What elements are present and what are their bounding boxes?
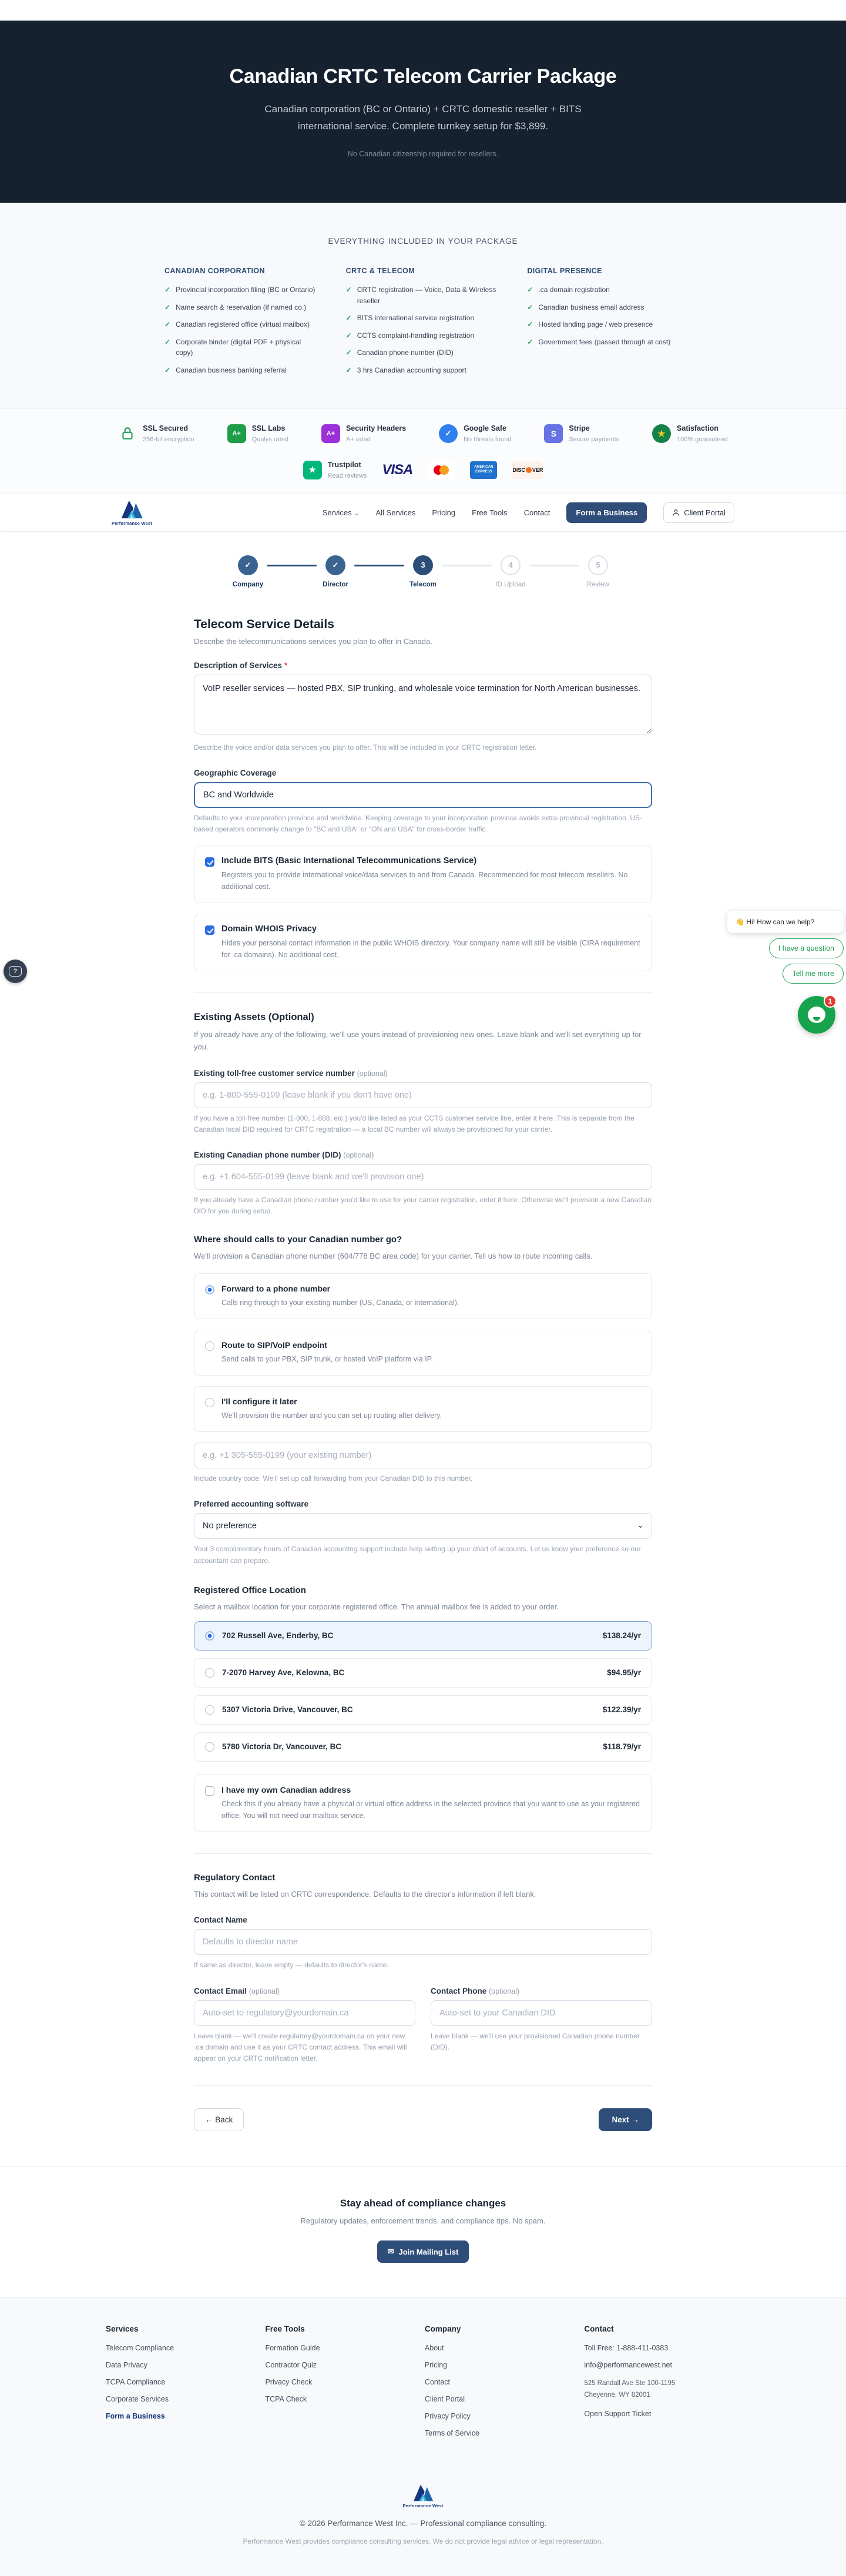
- form-subtitle: Describe the telecommunications services you plan to offer in Canada.: [194, 636, 432, 646]
- chat-unread-badge: 1: [824, 995, 837, 1008]
- own-address-checkbox-card[interactable]: I have my own Canadian address Check this if you already have a physical or virtual office address in the selected province that you want to use as your registered office. You will not need our mailbox service.: [194, 1775, 652, 1832]
- footer-link[interactable]: Contact: [424, 2378, 451, 2387]
- form-a-business-button[interactable]: Form a Business: [566, 502, 647, 523]
- visa-logo: VISA: [382, 461, 413, 478]
- tollfree-input[interactable]: [194, 1082, 652, 1108]
- select-chevron-icon: ⌄: [637, 1520, 644, 1530]
- question-icon: ?: [9, 966, 22, 977]
- coverage-label: Geographic Coverage: [194, 768, 277, 777]
- routing-subtitle: We'll provision a Canadian phone number (604/778 BC area code) for your carrier. Tell us how to route incoming calls.: [194, 1252, 593, 1261]
- trustpilot-badge[interactable]: ★ Trustpilot Read reviews: [303, 459, 367, 481]
- radio-selected-icon[interactable]: [205, 1631, 214, 1641]
- step-telecom[interactable]: 3 Telecom: [404, 555, 442, 588]
- trust-badge-security-headers: A+ Security Headers A+ rated: [321, 423, 406, 444]
- trust-badge-google-safe: ✓ Google Safe No threats found: [439, 423, 511, 444]
- check-icon: ✓: [345, 331, 352, 340]
- accounting-label: Preferred accounting software: [194, 1500, 309, 1509]
- office-option-victoria-drive[interactable]: 5307 Victoria Drive, Vancouver, BC $122.39/yr: [194, 1695, 652, 1725]
- office-option-enderby[interactable]: 702 Russell Ave, Enderby, BC $138.24/yr: [194, 1621, 652, 1651]
- footer-phone[interactable]: Toll Free: 1-888-411-0383: [584, 2344, 669, 2353]
- newsletter-subtitle: Regulatory updates, enforcement trends, and compliance tips. No spam.: [300, 2216, 546, 2226]
- check-icon: ✓: [527, 337, 533, 346]
- amex-logo: AMERICAN EXPRESS: [470, 461, 497, 479]
- included-item: ✓ Government fees (passed through at cost): [527, 337, 682, 348]
- chat-greeting-bubble: 👋 Hi! How can we help?: [727, 911, 844, 933]
- mountain-logo-icon: [411, 2483, 435, 2503]
- radio-icon[interactable]: [205, 1705, 214, 1715]
- included-item: ✓ CRTC registration — Voice, Data & Wireless reseller: [346, 284, 501, 306]
- mastercard-logo: [428, 461, 455, 479]
- step-connector: [354, 565, 404, 566]
- check-icon: ✓: [527, 286, 533, 294]
- included-item: ✓ Provincial incorporation filing (BC or Ontario): [164, 284, 319, 296]
- check-icon: ✓: [164, 303, 171, 311]
- join-mailing-list-button[interactable]: ✉ Join Mailing List: [377, 2240, 469, 2263]
- form-title: Telecom Service Details: [194, 617, 334, 631]
- contact-email-helper: Leave blank — we'll create regulatory@yourdomain.ca on your new .ca domain and use it as your CRTC contact address. This email will appear on your CRTC notification letter.: [194, 2031, 407, 2062]
- nav-free-tools[interactable]: Free Tools: [472, 508, 508, 517]
- check-icon: ✓: [345, 365, 352, 374]
- star-icon: ★: [652, 424, 671, 443]
- existing-assets-subtitle: If you already have any of the following, we'll use yours instead of provisioning new ones. Leave blank and we'll set everything up for you.: [194, 1030, 642, 1051]
- accounting-helper: Your 3 complimentary hours of Canadian accounting support include help setting up your chart of accounts. Let us know your preference so our accountant can prepare.: [194, 1545, 641, 1565]
- routing-option-sip[interactable]: Route to SIP/VoIP endpoint Send calls to your PBX, SIP trunk, or hosted VoIP platform via IP.: [194, 1330, 652, 1376]
- trust-badge-stripe: S Stripe Secure payments: [544, 423, 619, 444]
- brand-name: Performance West: [112, 521, 152, 526]
- office-price: $122.39/yr: [602, 1705, 641, 1715]
- help-button[interactable]: [4, 960, 27, 983]
- brand-logo[interactable]: [112, 499, 152, 526]
- contact-name-helper: If same as director, leave empty — defaults to director's name.: [194, 1961, 389, 1970]
- chat-widget: [720, 911, 844, 1034]
- tollfree-helper: If you have a toll-free number (1-800, 1-888, etc.) you'd like listed as your CCTS customer service line, enter it here. This is separate from the Canadian local DID required for CRTC registration — a local BC number will always be provisioned for your carrier.: [194, 1113, 634, 1133]
- routing-option-forward[interactable]: Forward to a phone number Calls ring through to your existing number (US, Canada, or international).: [194, 1273, 652, 1319]
- footer-column-free-tools: Free Tools Formation Guide Contractor Quiz Privacy Check TCPA Check: [265, 2325, 407, 2446]
- radio-icon[interactable]: [205, 1398, 214, 1407]
- chat-option-more[interactable]: Tell me more: [783, 964, 844, 984]
- check-circle-icon: ✓: [439, 424, 458, 443]
- copyright: © 2026 Performance West Inc. — Professional compliance consulting.: [299, 2518, 547, 2528]
- footer-link[interactable]: Formation Guide: [265, 2344, 320, 2353]
- next-arrow-icon: →: [631, 2115, 639, 2125]
- contact-name-label: Contact Name: [194, 1916, 247, 1925]
- newsletter-title: Stay ahead of compliance changes: [340, 2198, 506, 2209]
- whois-checkbox-card[interactable]: Domain WHOIS Privacy Hides your personal contact information in the public WHOIS directory. Your company name will still be visible (CIRA requirement for .ca domains). No additional cost.: [194, 914, 652, 971]
- check-icon: ✓: [164, 320, 171, 329]
- whois-checkbox[interactable]: [205, 925, 214, 935]
- office-subtitle: Select a mailbox location for your corporate registered office. The annual mailbox fee is added to your order.: [194, 1602, 559, 1611]
- check-icon: ✓: [164, 337, 171, 346]
- included-item: ✓ 3 hrs Canadian accounting support: [346, 365, 501, 376]
- trustpilot-star-icon: ★: [303, 461, 322, 479]
- footer-link[interactable]: Privacy Check: [265, 2378, 313, 2387]
- footer-link[interactable]: About: [424, 2344, 444, 2353]
- footer-link[interactable]: Pricing: [424, 2361, 448, 2370]
- included-column-digital: [527, 267, 682, 383]
- footer-link[interactable]: Privacy Policy: [424, 2412, 471, 2421]
- own-address-checkbox[interactable]: [205, 1786, 214, 1796]
- included-item: ✓ Canadian phone number (DID): [346, 347, 501, 358]
- description-label: Description of Services *: [194, 660, 288, 670]
- included-item: ✓ Canadian registered office (virtual mailbox): [164, 319, 319, 330]
- existing-assets-title: Existing Assets (Optional): [194, 1012, 314, 1023]
- description-textarea[interactable]: [194, 675, 652, 734]
- chat-option-question[interactable]: I have a question: [769, 938, 844, 958]
- included-item: ✓ .ca domain registration: [527, 284, 682, 296]
- footer-link-form-a-business[interactable]: Form a Business: [106, 2412, 165, 2421]
- footer-address: 525 Randall Ave Ste 100-1195 Cheyenne, WY 82001: [584, 2380, 676, 2399]
- radio-icon[interactable]: [205, 1742, 214, 1752]
- coverage-helper: Defaults to your incorporation province and worldwide. Keeping coverage to your incorporation province avoids extra-provincial registration. US-based operators commonly change to "BC and USA" or "ON and USA" for cross-border traffic.: [194, 813, 643, 833]
- footer-brand-logo: [403, 2483, 444, 2508]
- step-director[interactable]: ✓ Director: [317, 555, 354, 588]
- check-icon: ✓: [164, 286, 171, 294]
- included-heading: EVERYTHING INCLUDED IN YOUR PACKAGE: [328, 237, 518, 246]
- office-price: $118.79/yr: [603, 1742, 641, 1752]
- footer-column-services: Services Telecom Compliance Data Privacy TCPA Compliance Corporate Services Form a Business: [106, 2325, 247, 2446]
- accounting-select[interactable]: [194, 1513, 652, 1539]
- section-divider: [194, 2085, 652, 2086]
- tollfree-label: Existing toll-free customer service number (optional): [194, 1068, 388, 1078]
- trust-badge-satisfaction: ★ Satisfaction 100% guaranteed: [652, 423, 728, 444]
- forward-number-helper: Include country code. We'll set up call forwarding from your Canadian DID to this number.: [194, 1474, 473, 1483]
- trust-badge-ssllabs: A+ SSL Labs Qualys rated: [227, 423, 288, 444]
- footer-bottom: [106, 2464, 740, 2576]
- included-column-crtc: [346, 267, 501, 383]
- disclaimer: Performance West provides compliance consulting services. We do not provide legal advice or legal representation.: [243, 2537, 603, 2545]
- navbar: [0, 494, 846, 532]
- discover-logo: DISC VER: [512, 461, 543, 479]
- footer-link[interactable]: Contractor Quiz: [265, 2361, 317, 2370]
- contact-phone-label: Contact Phone (optional): [431, 1986, 520, 1995]
- hero-banner: [0, 21, 846, 203]
- step-review[interactable]: 5 Review: [579, 555, 617, 588]
- office-option-kelowna[interactable]: 7-2070 Harvey Ave, Kelowna, BC $94.95/yr: [194, 1658, 652, 1688]
- footer-brand-name: Performance West: [402, 2503, 444, 2509]
- chevron-down-icon: ⌄: [354, 509, 360, 517]
- footer-support-ticket-link[interactable]: Open Support Ticket: [584, 2410, 652, 2419]
- grade-a-plus-icon: A+: [321, 424, 340, 443]
- check-icon: ✓: [527, 303, 533, 311]
- office-price: $138.24/yr: [602, 1631, 641, 1641]
- step-company[interactable]: ✓ Company: [229, 555, 267, 588]
- routing-title: Where should calls to your Canadian number go?: [194, 1235, 402, 1245]
- included-item: ✓ Name search & reservation (if named co.): [164, 302, 319, 313]
- included-column-title: CANADIAN CORPORATION: [164, 267, 265, 275]
- back-arrow-icon: ←: [205, 2115, 213, 2125]
- footer-column-company: Company About Pricing Contact Client Portal Privacy Policy Terms of Service: [425, 2325, 566, 2446]
- footer: [0, 2297, 846, 2576]
- contact-email-input[interactable]: [194, 2000, 415, 2026]
- nav-all-services[interactable]: All Services: [375, 508, 416, 517]
- regulatory-subtitle: This contact will be listed on CRTC correspondence. Defaults to the director's information if left blank.: [194, 1889, 536, 1899]
- contact-phone-input[interactable]: [431, 2000, 652, 2026]
- office-price: $94.95/yr: [607, 1668, 641, 1678]
- section-divider: [194, 992, 652, 993]
- included-item: ✓ BITS international service registration: [346, 313, 501, 324]
- contact-phone-helper: Leave blank — we'll use your provisioned Canadian phone number (DID).: [431, 2031, 640, 2051]
- included-item: ✓ Canadian business banking referral: [164, 365, 319, 376]
- step-check-icon: ✓: [238, 555, 258, 575]
- trust-badge-ssl: SSL Secured 256-bit encryption: [118, 423, 194, 444]
- next-button[interactable]: Next →: [599, 2108, 652, 2131]
- included-item: ✓ Canadian business email address: [527, 302, 682, 313]
- required-asterisk: *: [284, 660, 288, 670]
- included-item: ✓ Hosted landing page / web presence: [527, 319, 682, 330]
- step-connector: [442, 565, 492, 566]
- lock-icon: [118, 424, 137, 443]
- footer-link[interactable]: TCPA Compliance: [106, 2378, 166, 2387]
- chat-launcher-button[interactable]: [798, 996, 835, 1034]
- did-input[interactable]: [194, 1164, 652, 1190]
- step-check-icon: ✓: [325, 555, 345, 575]
- step-connector: [529, 565, 579, 566]
- office-title: Registered Office Location: [194, 1585, 306, 1595]
- included-column-title: DIGITAL PRESENCE: [527, 267, 602, 275]
- included-column-title: CRTC & TELECOM: [345, 267, 415, 275]
- footer-email[interactable]: info@performancewest.net: [584, 2361, 672, 2370]
- envelope-icon: ✉: [387, 2247, 394, 2256]
- step-id-upload[interactable]: 4 ID Upload: [492, 555, 529, 588]
- page-title: Canadian CRTC Telecom Carrier Package: [229, 65, 617, 88]
- nav-services[interactable]: Services ⌄: [322, 508, 360, 517]
- section-divider: [194, 1853, 652, 1854]
- radio-icon[interactable]: [205, 1341, 214, 1351]
- check-icon: ✓: [345, 348, 352, 357]
- check-icon: ✓: [527, 320, 533, 329]
- footer-column-contact: Contact Toll Free: 1-888-411-0383 info@performancewest.net 525 Randall Ave Ste 100-1195 Cheyenne, WY 82001 Open Support Ticket: [584, 2325, 740, 2446]
- bits-checkbox[interactable]: [205, 857, 214, 867]
- step-number: 3: [413, 555, 433, 575]
- included-item: ✓ Corporate binder (digital PDF + physical copy): [164, 337, 319, 358]
- newsletter-section: [0, 2166, 846, 2297]
- description-helper: Describe the voice and/or data services you plan to offer. This will be included in your CRTC registration letter.: [194, 743, 537, 752]
- hero-note: No Canadian citizenship required for resellers.: [347, 150, 499, 159]
- radio-icon[interactable]: [205, 1668, 214, 1678]
- forward-number-input[interactable]: [194, 1443, 652, 1468]
- coverage-input[interactable]: [194, 782, 652, 808]
- step-connector: [267, 565, 317, 566]
- check-icon: ✓: [345, 314, 352, 323]
- nav-contact[interactable]: Contact: [523, 508, 550, 517]
- footer-link[interactable]: Client Portal: [424, 2395, 465, 2404]
- included-item: ✓ CCTS complaint-handling registration: [346, 330, 501, 341]
- regulatory-title: Regulatory Contact: [194, 1872, 276, 1883]
- back-button[interactable]: ← Back: [194, 2108, 244, 2131]
- telecom-form: [194, 618, 652, 2136]
- mountain-logo-icon: [119, 499, 145, 520]
- check-icon: ✓: [164, 365, 171, 374]
- routing-option-later[interactable]: I'll configure it later We'll provision the number and you can set up routing after delivery.: [194, 1386, 652, 1432]
- footer-link[interactable]: Terms of Service: [424, 2429, 480, 2438]
- grade-a-plus-icon: A+: [227, 424, 246, 443]
- bits-checkbox-card[interactable]: Include BITS (Basic International Telecommunications Service) Registers you to provide international voice/data services to and from Canada. Recommended for most telecom resellers. No additional cost.: [194, 846, 652, 903]
- footer-link[interactable]: Data Privacy: [106, 2361, 147, 2370]
- footer-link[interactable]: Telecom Compliance: [106, 2344, 174, 2353]
- radio-selected-icon[interactable]: [205, 1285, 214, 1294]
- office-option-victoria-dr[interactable]: 5780 Victoria Dr, Vancouver, BC $118.79/yr: [194, 1732, 652, 1762]
- footer-link[interactable]: Corporate Services: [106, 2395, 169, 2404]
- did-helper: If you already have a Canadian phone number you'd like to use for your carrier registration, enter it here. Otherwise we'll provision a new Canadian DID for you during setup.: [194, 1196, 652, 1216]
- did-label: Existing Canadian phone number (DID) (optional): [194, 1151, 374, 1160]
- footer-link[interactable]: TCPA Check: [265, 2395, 307, 2404]
- step-number: 4: [501, 555, 521, 575]
- nav-pricing[interactable]: Pricing: [432, 508, 456, 517]
- check-icon: ✓: [345, 286, 352, 294]
- client-portal-button[interactable]: Client Portal: [663, 502, 734, 523]
- stripe-icon: S: [544, 424, 563, 443]
- step-number: 5: [588, 555, 608, 575]
- progress-stepper: [229, 555, 617, 588]
- contact-name-input[interactable]: [194, 1929, 652, 1955]
- contact-email-label: Contact Email (optional): [194, 1986, 280, 1995]
- package-included-section: [0, 203, 846, 408]
- trust-bar: [0, 408, 846, 494]
- included-column-corporation: [164, 267, 319, 383]
- person-icon: [672, 509, 680, 516]
- hero-subtitle: Canadian corporation (BC or Ontario) + CRTC domestic reseller + BITS international service. Complete turnkey setup for $3,899.: [264, 103, 582, 132]
